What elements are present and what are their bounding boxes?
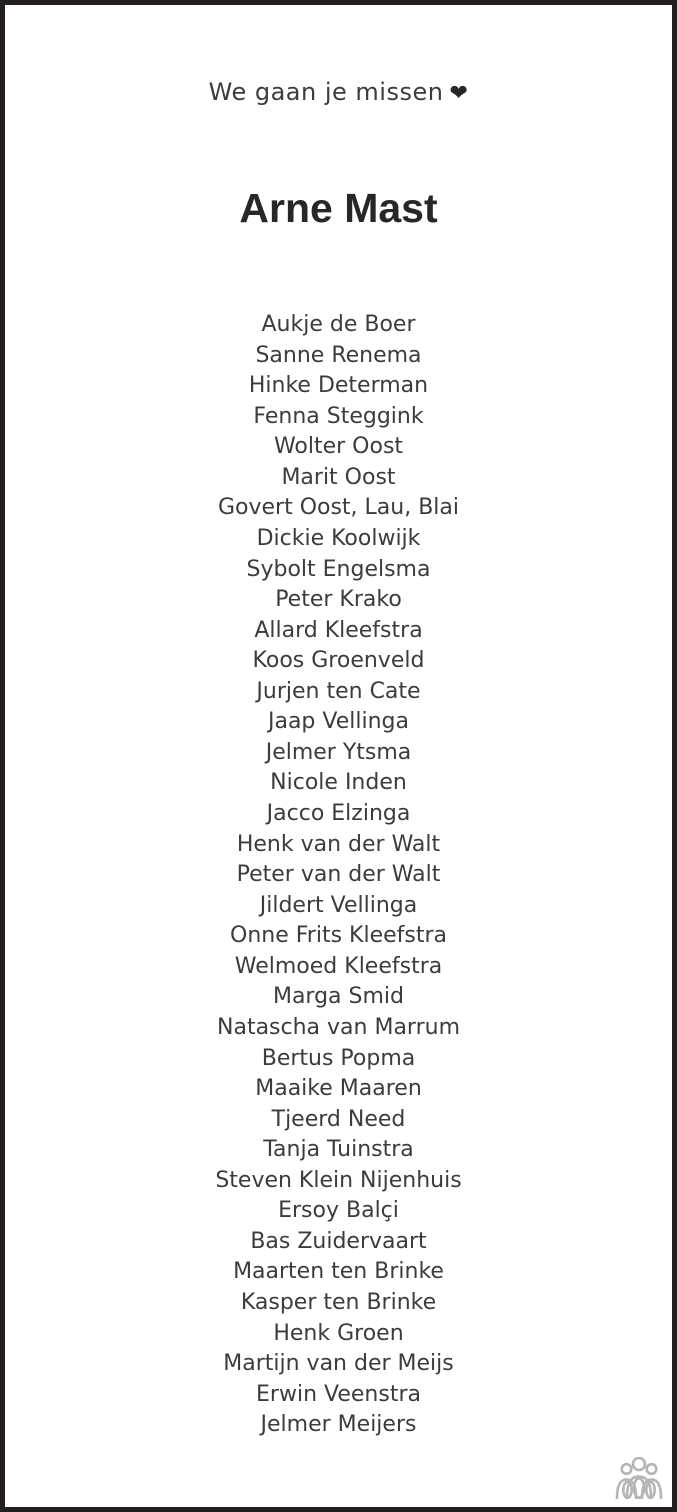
name-line: Dickie Koolwijk (256, 525, 421, 551)
memorial-header (5, 78, 672, 106)
name-line: Govert Oost, Lau, Blai (217, 495, 460, 521)
name-line: Marga Smid (272, 984, 405, 1010)
name-line: Jaap Vellinga (267, 709, 409, 735)
people-group-logo-icon (615, 1457, 663, 1499)
heart-icon: ❤ (449, 81, 469, 106)
name-line: Hinke Determan (248, 373, 429, 399)
name-line: Henk van der Walt (236, 831, 441, 857)
header-text: We gaan je missen (208, 78, 444, 106)
name-line: Sanne Renema (255, 342, 422, 368)
name-line: Welmoed Kleefstra (234, 953, 443, 979)
name-line: Peter van der Walt (236, 862, 441, 888)
name-line: Onne Frits Kleefstra (230, 923, 447, 949)
name-line: Kasper ten Brinke (240, 1290, 437, 1315)
name-line: Erwin Veenstra (256, 1381, 421, 1407)
name-line: Ersoy Balçi (278, 1198, 399, 1224)
name-line: Aukje de Boer (261, 312, 416, 337)
name-line: Bas Zuidervaart (250, 1228, 427, 1254)
name-line: Natascha van Marrum (217, 1014, 460, 1040)
name-line: Henk Groen (273, 1320, 404, 1346)
name-line: Jelmer Ytsma (265, 739, 412, 765)
name-line: Peter Krako (275, 587, 402, 613)
name-line: Jildert Vellinga (259, 892, 418, 918)
name-line: Jelmer Meijers (260, 1412, 417, 1438)
name-line: Maaike Maaren (255, 1076, 422, 1102)
name-line: Koos Groenveld (252, 648, 425, 674)
names-list (5, 310, 672, 1441)
deceased-name-title: Arne Mast (239, 185, 438, 231)
name-line: Fenna Steggink (253, 403, 424, 429)
name-line: Jurjen ten Cate (256, 678, 421, 704)
name-line: Marit Oost (281, 464, 396, 490)
name-line: Martijn van der Meijs (223, 1351, 454, 1377)
name-line: Maarten ten Brinke (233, 1259, 444, 1285)
name-line: Tanja Tuinstra (263, 1137, 414, 1163)
name-line: Sybolt Engelsma (246, 556, 431, 582)
name-line: Tjeerd Need (271, 1106, 406, 1132)
name-line: Jacco Elzinga (266, 801, 411, 826)
name-line: Nicole Inden (270, 770, 407, 796)
name-line: Bertus Popma (261, 1045, 416, 1071)
name-line: Allard Kleefstra (254, 617, 423, 643)
name-line: Steven Klein Nijenhuis (215, 1167, 462, 1193)
name-line: Wolter Oost (273, 434, 404, 460)
